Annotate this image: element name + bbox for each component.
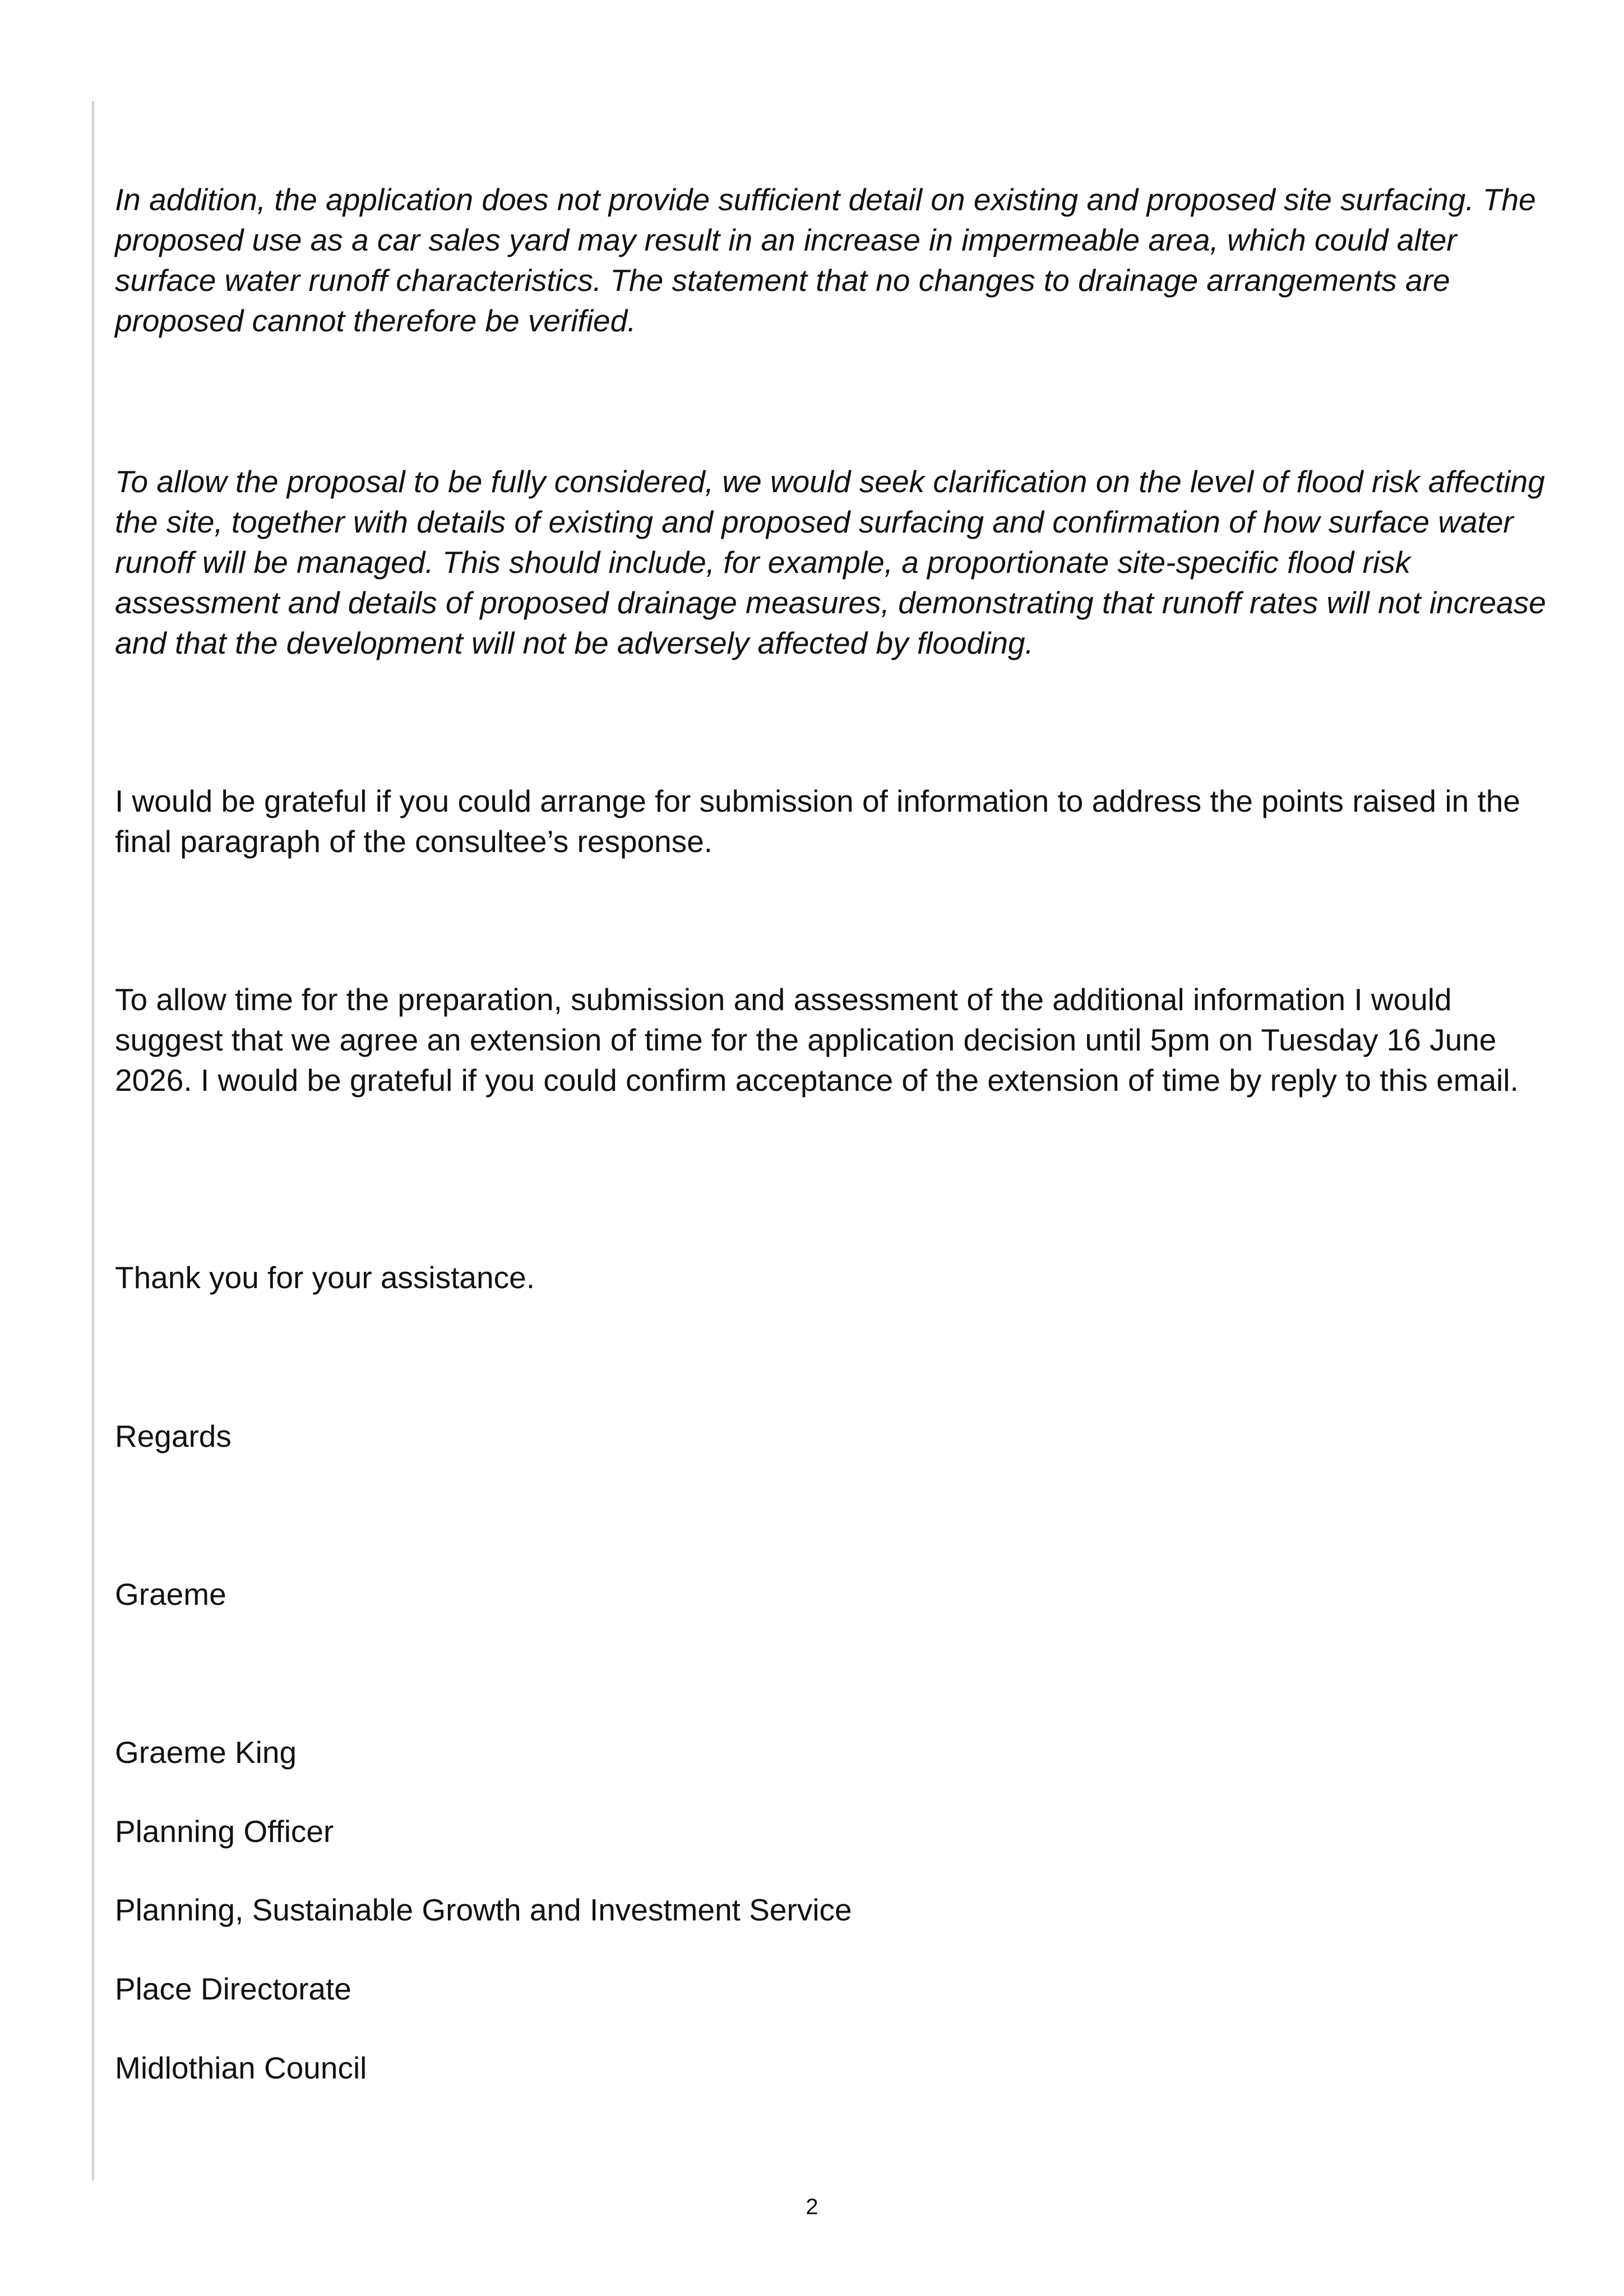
page-number: 2 [806, 2195, 818, 2219]
signoff-first-name: Graeme [115, 1577, 226, 1612]
quoted-paragraph-clarification: To allow the proposal to be fully considered, we would seek clarification on the level of flood risk affecting the site, together with details of existing and proposed surfacing and confirmation of how surface water runoff will be managed. This should include, for example, a proportionate site-specific flood risk assessment and details of proposed drainage measures, demonstrating that runoff rates will not increase and that the development will not be adversely affected by flooding. [115, 464, 1546, 660]
paragraph-request: I would be grateful if you could arrange for submission of information to address the points raised in the final paragraph of the consultee’s response. [115, 784, 1520, 859]
paragraph-thanks: Thank you for your assistance. [115, 1260, 535, 1295]
paragraph-extension: To allow time for the preparation, submission and assessment of the additional information I would suggest that we agree an extension of time for the application decision until 5pm on Tuesday 16 June 2026. I would be grateful if you could confirm acceptance of the extension of time by reply to this email. [115, 982, 1519, 1098]
quoted-paragraph-surfacing: In addition, the application does not provide sufficient detail on existing and proposed site surfacing. The proposed use as a car sales yard may result in an increase in impermeable area, which could alter surface water runoff characteristics. The statement that no changes to drainage arrangements are proposed cannot therefore be verified. [115, 182, 1536, 338]
signature-organisation: Midlothian Council [115, 2050, 367, 2085]
signature-directorate: Place Directorate [115, 1971, 351, 2006]
signature-service: Planning, Sustainable Growth and Investment Service [115, 1892, 852, 1927]
signature-full-name: Graeme King [115, 1735, 297, 1770]
signoff-closing: Regards [115, 1419, 232, 1453]
quoted-text-rule [92, 101, 94, 2181]
signature-job-title: Planning Officer [115, 1814, 334, 1849]
